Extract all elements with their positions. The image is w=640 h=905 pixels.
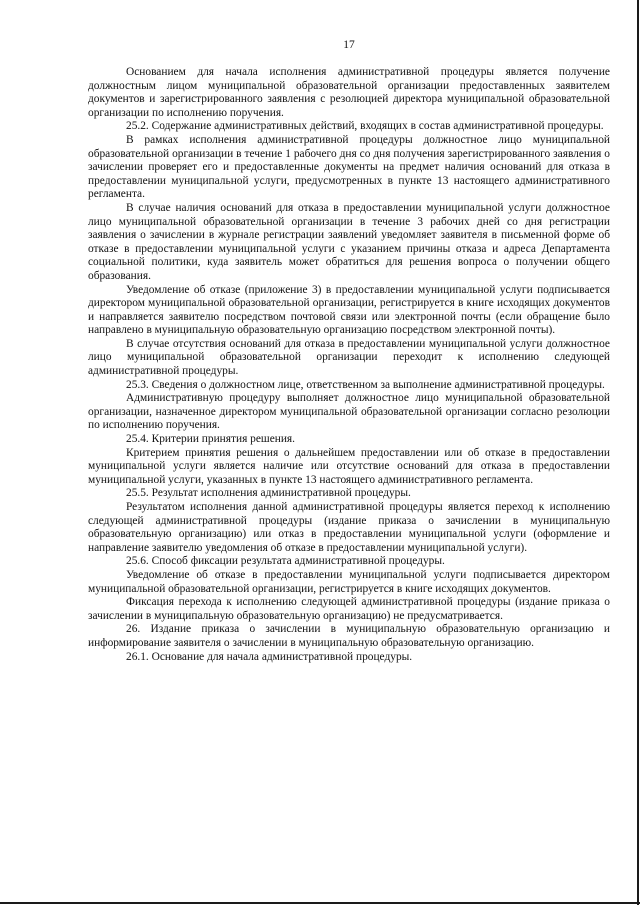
section-heading: 25.2. Содержание административных действий, входящих в состав административной процедуры. xyxy=(126,120,604,133)
scan-border-right xyxy=(637,0,639,905)
scan-border-bottom xyxy=(0,902,640,904)
page-number: 17 xyxy=(343,39,355,51)
paragraph: Основанием для начала исполнения административной процедуры является получение должностным лицом муниципальной образовательной организации предоставленных заявителем документов и зарегистрированного заявления с резолюцией директора муниципальной образовательной организации по исполнению поручения. xyxy=(88,66,610,119)
section-heading: 25.6. Способ фиксации результата административной процедуры. xyxy=(126,555,445,568)
section-heading: 25.5. Результат исполнения административной процедуры. xyxy=(126,487,411,500)
paragraph: В случае отсутствия оснований для отказа в предоставлении муниципальной услуги должностное лицо муниципальной образовательной организации переходит к исполнению следующей административной процедуры. xyxy=(88,337,610,378)
document-body xyxy=(88,66,610,664)
section-heading: 26. Издание приказа о зачислении в муниципальную образовательную организацию и информирование заявителя о зачислении в муниципальную образовательную организацию. xyxy=(88,623,610,649)
paragraph: Критерием принятия решения о дальнейшем предоставлении или об отказе в предоставлении муниципальной услуги является наличие или отсутствие оснований для отказа в предоставлении муниципальной услуги, указанных в пункте 13 настоящего административного регламента. xyxy=(88,446,610,486)
paragraph: Фиксация перехода к исполнению следующей административной процедуры (издание приказа о зачислении в муниципальную образовательную организацию) не предусматривается. xyxy=(88,596,610,622)
paragraph: Результатом исполнения данной административной процедуры является переход к исполнению следующей административной процедуры (издание приказа о зачислении в муниципальную образовательную организацию) или отказ в предоставлении муниципальной услуги (оформление и направление заявителю уведомления об отказе в предоставлении муниципальной услуги). xyxy=(88,501,610,554)
section-heading: 25.3. Сведения о должностном лице, ответственном за выполнение административной процедуры. xyxy=(126,378,605,391)
paragraph: Уведомление об отказе в предоставлении муниципальной услуги подписывается директором муниципальной образовательной организации, регистрируется в книге исходящих документов. xyxy=(88,568,610,595)
paragraph: Уведомление об отказе (приложение 3) в предоставлении муниципальной услуги подписывается директором муниципальной образовательной организации, регистрируется в книге исходящих документов и направляется заявителю посредством почтовой связи или электронной почты (если обращение было направлено в муниципальную образовательную организацию посредством электронной почты). xyxy=(88,283,610,337)
section-heading: 26.1. Основание для начала административной процедуры. xyxy=(126,650,413,663)
paragraph: Административную процедуру выполняет должностное лицо муниципальной образовательной организации, назначенное директором муниципальной образовательной организации согласно резолюции по исполнению поручения. xyxy=(88,392,610,432)
paragraph: В рамках исполнения административной процедуры должностное лицо муниципальной образовательной организации в течение 1 рабочего дня со дня получения зарегистрированного заявления о зачислении проверяет его и предоставленные документы на предмет наличия оснований для отказа в предоставлении муниципальной услуги, предусмотренных в пункте 13 настоящего административного регламента. xyxy=(88,133,610,201)
paragraph: В случае наличия оснований для отказа в предоставлении муниципальной услуги должностное лицо муниципальной образовательной организации в течение 3 рабочих дней со дня регистрации заявления о зачислении в журнале регистрации заявлений уведомляет заявителя в письменной форме об отказе в предоставлении муниципальной услуги с указанием причины отказа и адреса Департамента социальной политики, куда заявитель может обратиться для решения вопроса о получении общего образования. xyxy=(88,201,610,282)
section-heading: 25.4. Критерии принятия решения. xyxy=(126,433,296,446)
